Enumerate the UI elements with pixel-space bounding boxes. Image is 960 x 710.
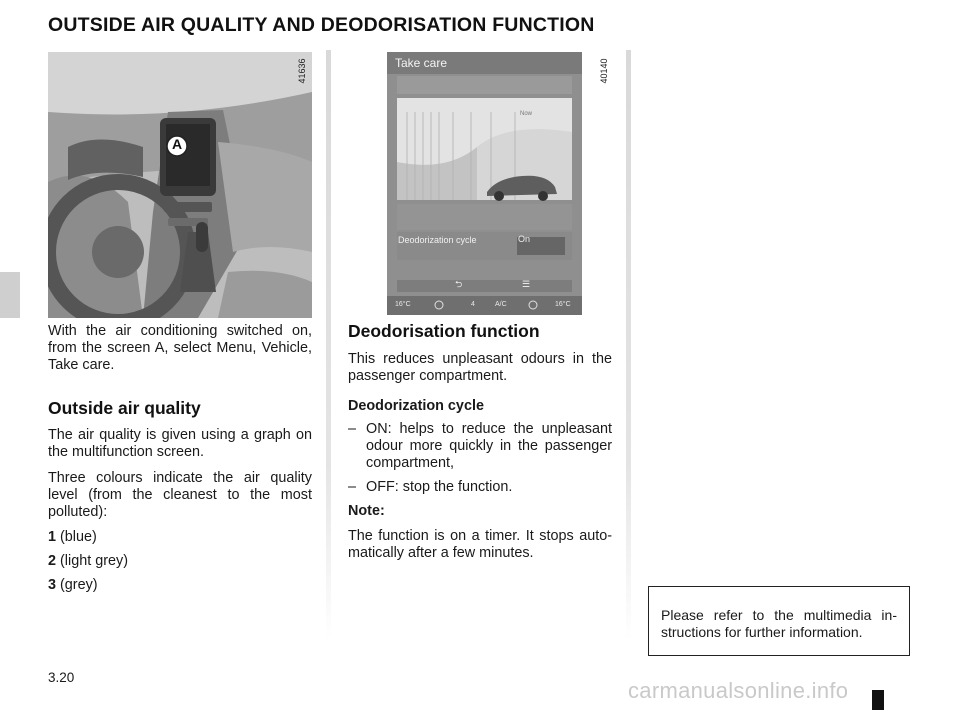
watermark: carmanualsonline.info [628,678,849,703]
legend-number: 2 [48,553,57,569]
column-separator [626,50,631,640]
figure-code: 40140 [599,58,609,84]
page-corner-mark [872,690,884,710]
list-item [348,479,612,496]
legend-item [48,529,312,546]
list-item-text: ON: helps to reduce the unpleasant odour more quickly in the passenger compartment, [366,421,612,471]
page-title: OUTSIDE AIR QUALITY AND DEODORISATION FUNCTION [48,14,595,36]
legend-text: (light grey) [56,553,128,569]
paragraph: The air quality is given using a graph on the multifunction screen. [48,427,312,460]
chapter-tab [0,272,20,318]
fan-level: 4 [471,301,475,308]
section-title: Deodorisation function [348,321,540,341]
multimedia-screen [387,52,582,315]
legend-number: 3 [48,577,57,593]
info-box [648,586,910,656]
section-title: Outside air quality [48,398,201,418]
deodorization-row-label: Deodorization cycle [398,235,477,245]
back-arrow-icon: ⮌ [455,279,463,289]
list-item-text: OFF: stop the function. [366,479,513,495]
legend-item [48,553,312,570]
legend-text: (grey) [56,577,98,593]
column-separator [326,50,331,640]
deodorization-toggle[interactable]: On [518,234,531,244]
graph-now-label: Now [520,111,533,117]
callout-a: A [171,136,183,152]
screen-drawing [387,52,582,315]
legend-number: 1 [48,529,57,545]
list-icon: ☰ [522,279,531,289]
left-column [48,323,312,594]
subheading: Deodorization cycle [348,398,484,414]
page-number: 3.20 [48,670,75,685]
legend-item [48,577,312,594]
dashboard-drawing [48,52,312,318]
legend-text: (blue) [56,529,97,545]
intro-text: With the air conditioning switched on, from the screen A, select Menu, Vehicle, Take care. [48,323,312,373]
paragraph: This reduces unpleasant odours in the passenger compartment. [348,351,612,384]
list-dash: – [348,421,357,437]
figure-code: 41636 [297,58,307,84]
temp-right: 16°C [555,301,571,308]
paragraph: Three colours indicate the air quality level (from the cleanest to the most polluted): [48,470,312,520]
list-item [348,421,612,472]
temp-left: 16°C [395,301,411,308]
list-dash: – [348,479,357,495]
note-text: The function is on a timer. It stops auto-matically after a few minutes. [348,528,612,561]
screen-header: Take care [395,56,448,70]
info-box-text: Please refer to the multimedia in-structions for further information. [661,607,897,640]
dashboard-illustration [48,52,312,318]
note-label: Note: [348,503,385,519]
ac-label: A/C [495,301,507,308]
right-column [348,321,612,562]
